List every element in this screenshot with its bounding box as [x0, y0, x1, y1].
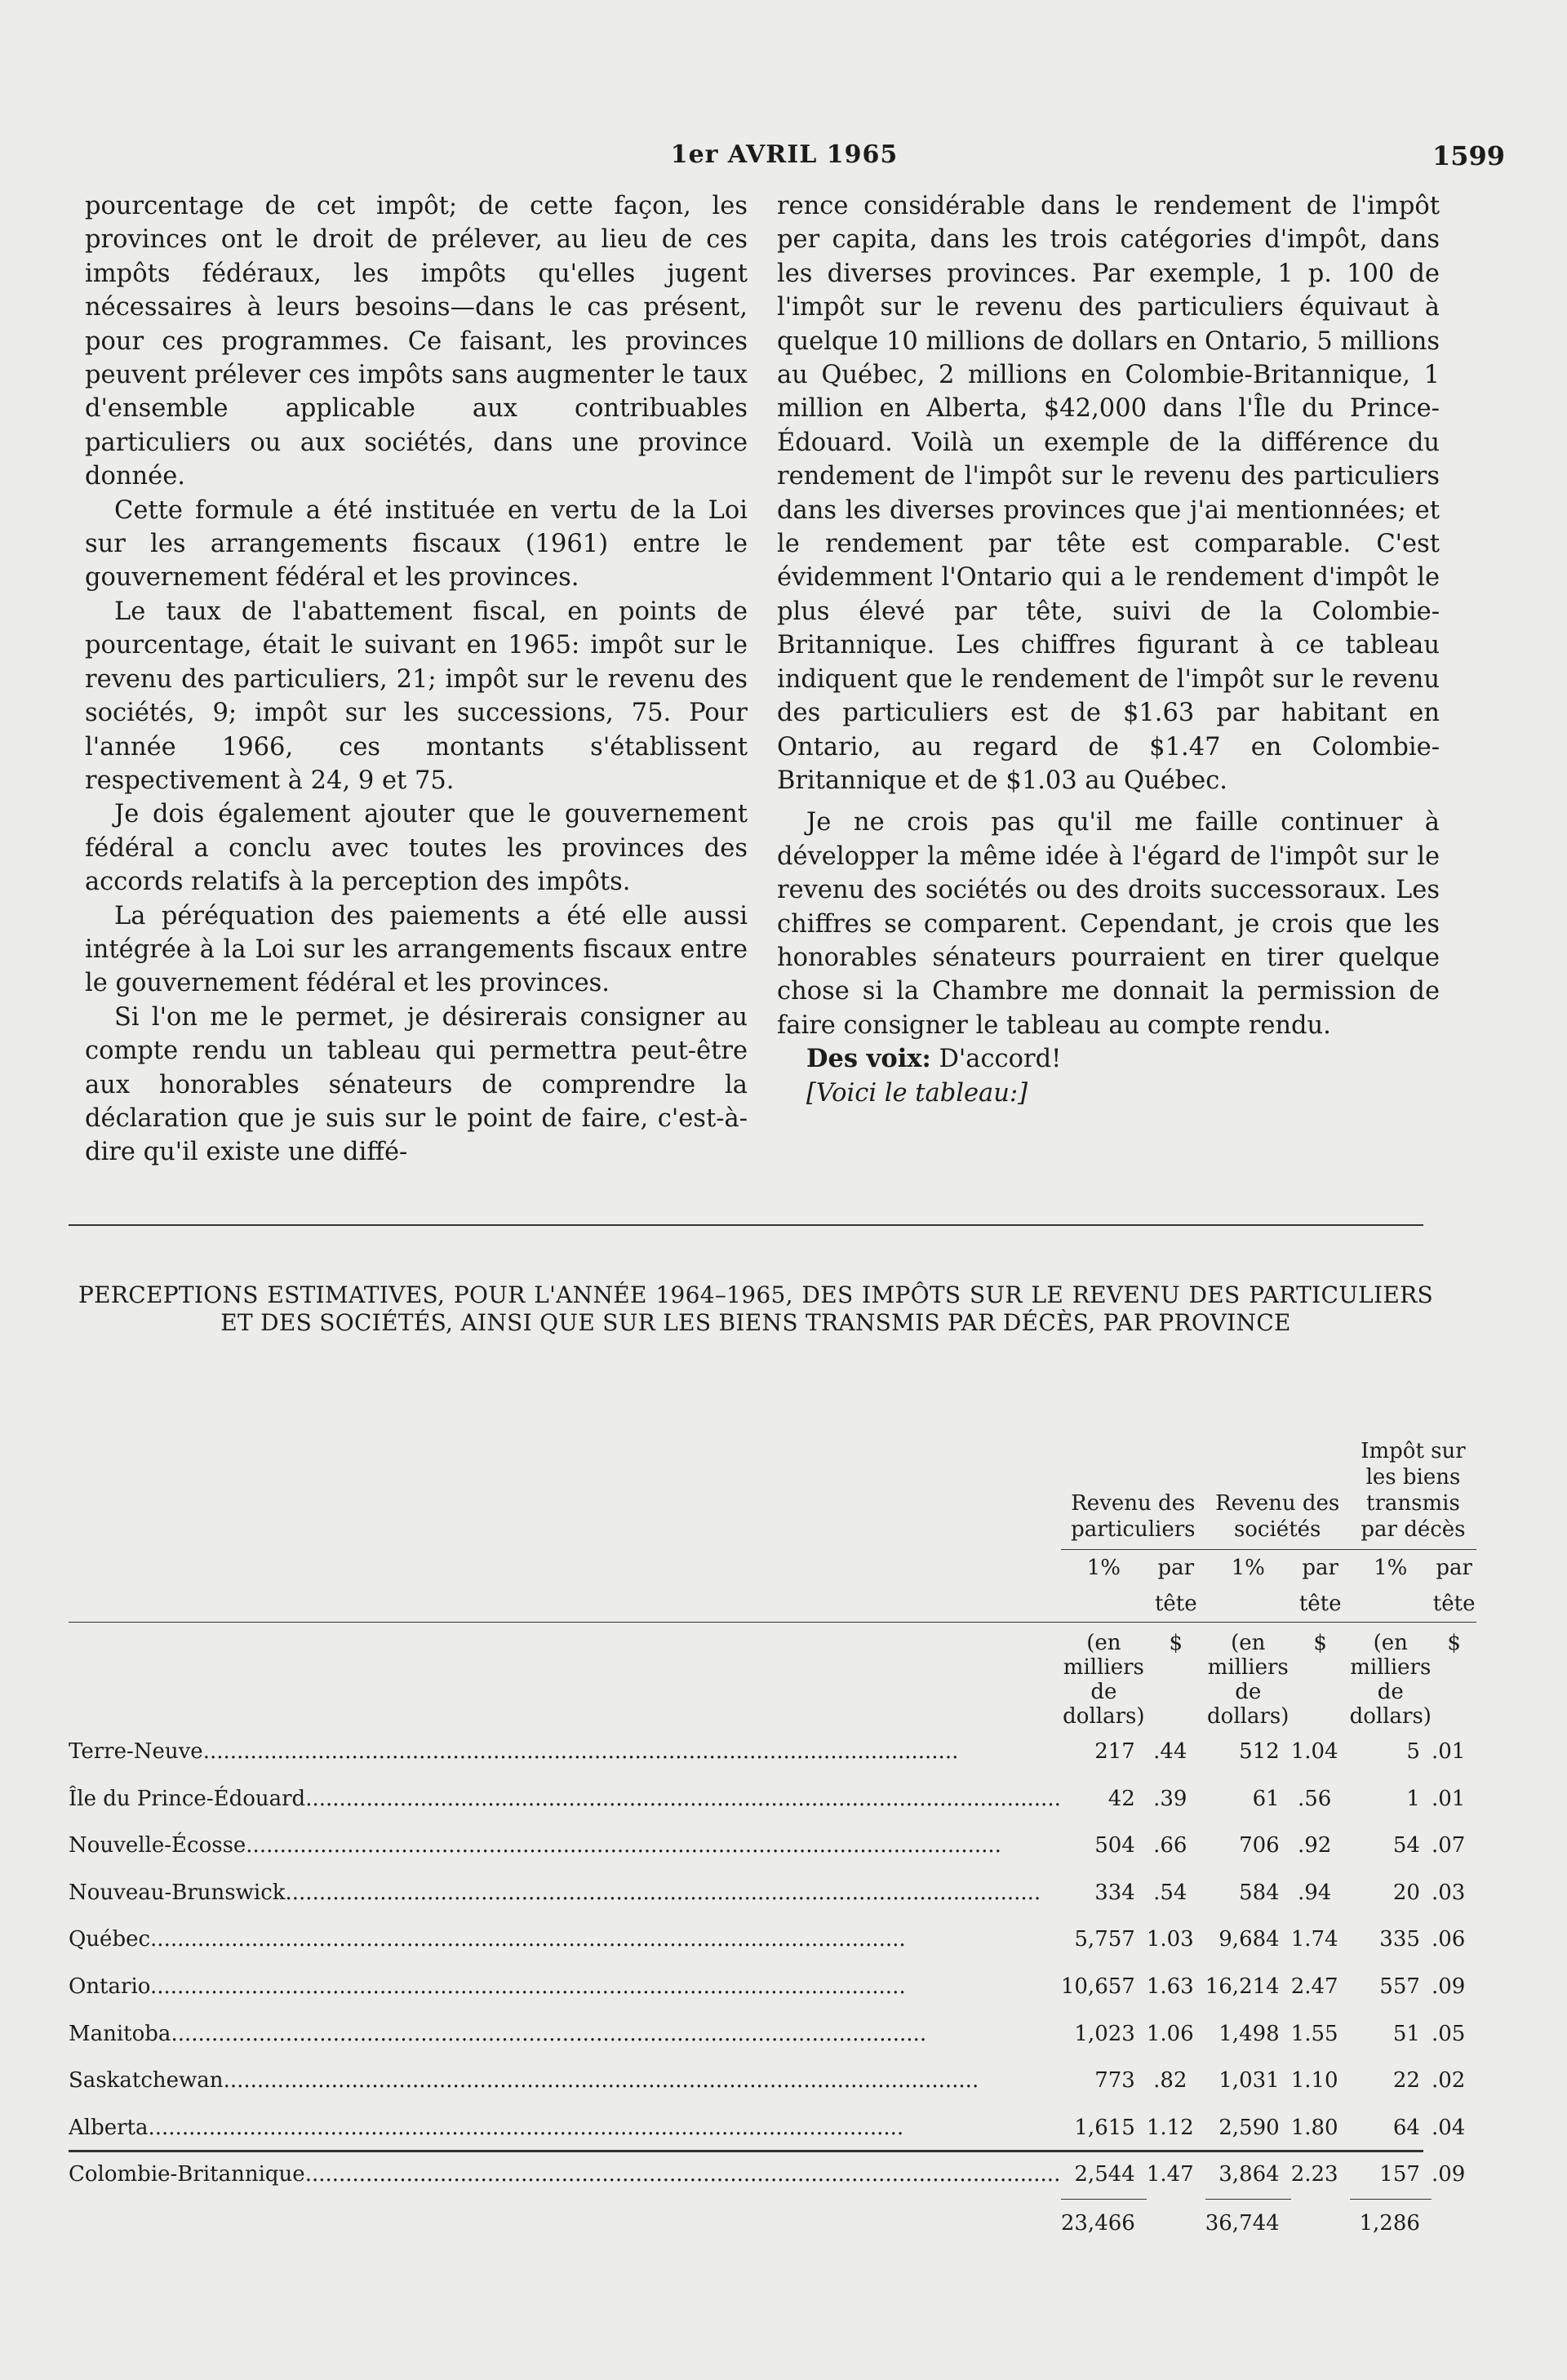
table-cell: .01: [1431, 1739, 1466, 1764]
total-cell: 1,286: [1350, 2199, 1432, 2247]
aside-note: [777, 1077, 1440, 1110]
paragraph: Cette formule a été instituée en vertu de la Loi sur les arrangements fiscaux (1961) entre le gouvernement fédéral et les provinces.: [85, 495, 748, 593]
right-column: [777, 189, 1440, 1170]
group-header: Revenu des sociétés: [1205, 1438, 1350, 1550]
table-cell: 5,757: [1074, 1927, 1135, 1952]
leader-dots: [286, 1880, 1041, 1905]
table-row: [69, 1729, 1476, 1776]
table-row: [69, 2011, 1476, 2058]
province-label: Ontario: [69, 1974, 150, 1999]
table-cell: 1.63: [1146, 1974, 1194, 1999]
unit-label: $: [1432, 1623, 1476, 1729]
table-cell: .92: [1297, 1833, 1332, 1858]
col-header: par tête: [1432, 1556, 1476, 1616]
table-cell: 1.04: [1290, 1739, 1338, 1764]
table-row: [69, 1964, 1476, 2011]
col-header: 1%: [1086, 1556, 1121, 1580]
table-cell: 9,684: [1219, 1927, 1280, 1952]
table-cell: .09: [1431, 1974, 1466, 1999]
leader-dots: [246, 1833, 1001, 1858]
province-name: [69, 1823, 1061, 1870]
table-cell: 51: [1392, 2021, 1420, 2046]
table-cell: 1,615: [1074, 2115, 1135, 2140]
table-cell: 10,657: [1060, 1974, 1135, 1999]
paragraph: Je dois également ajouter que le gouvernement fédéral a conclu avec toutes les provinces des accords relatifs à la perception des impôts.: [85, 800, 748, 897]
leader-dots: [305, 2162, 1061, 2187]
table-cell: .01: [1431, 1786, 1466, 1811]
table-cell: 54: [1392, 1833, 1420, 1858]
table-cell: .04: [1431, 2115, 1466, 2140]
col-header: par tête: [1154, 1556, 1197, 1616]
table-cell: 1: [1406, 1786, 1420, 1811]
table-cell: 557: [1379, 1974, 1420, 1999]
group-header: Revenu des particuliers: [1061, 1438, 1205, 1550]
table-cell: 217: [1094, 1739, 1135, 1764]
unit-label: $: [1147, 1623, 1205, 1729]
table-cell: .82: [1153, 2068, 1187, 2094]
table-cell: 16,214: [1205, 1974, 1280, 1999]
table-cell: 3,864: [1219, 2162, 1280, 2187]
province-label: Terre-Neuve: [69, 1739, 203, 1764]
group-header: Impôt sur les biens transmis par décès: [1350, 1438, 1477, 1550]
province-label: Colombie-Britannique: [69, 2162, 305, 2187]
province-label: Île du Prince-Édouard: [69, 1786, 306, 1811]
table-cell: 157: [1379, 2162, 1420, 2187]
table-cell: 1.47: [1146, 2162, 1194, 2187]
table-cell: 1.03: [1146, 1927, 1194, 1952]
left-column: [85, 189, 748, 1170]
province-name: [69, 2105, 1061, 2152]
voices-line: [777, 1042, 1440, 1076]
table-cell: .39: [1153, 1786, 1187, 1811]
province-label: Alberta: [69, 2115, 149, 2140]
table-cell: 334: [1094, 1880, 1135, 1905]
table-cell: 706: [1239, 1833, 1280, 1858]
leader-dots: [305, 1787, 1061, 1811]
table-cell: .05: [1431, 2021, 1466, 2046]
unit-label: (en milliers de dollars): [1350, 1623, 1432, 1729]
table-cell: 64: [1392, 2115, 1420, 2140]
province-label: Québec: [69, 1927, 151, 1952]
table-row: [69, 2105, 1476, 2152]
total-cell: 23,466: [1061, 2199, 1147, 2247]
table-row: [69, 2151, 1476, 2199]
tax-table: [69, 1438, 1476, 2247]
table-cell: 1,023: [1074, 2021, 1135, 2046]
table-row: [69, 1823, 1476, 1870]
table-cell: .44: [1153, 1739, 1187, 1764]
table-cell: 1.06: [1146, 2021, 1194, 2046]
table-row: [69, 1916, 1476, 1964]
paragraph: La péréquation des paiements a été elle aussi intégrée à la Loi sur les arrangements fiscaux entre le gouvernement fédéral et les provinces.: [85, 901, 748, 998]
table-cell: 5: [1406, 1739, 1420, 1764]
table-cell: 504: [1094, 1833, 1135, 1858]
table-cell: 2.23: [1290, 2162, 1338, 2187]
page-header: [78, 140, 1505, 181]
table-row: [69, 2058, 1476, 2105]
table-units: [69, 1623, 1476, 1729]
table-title: PERCEPTIONS ESTIMATIVES, POUR L'ANNÉE 1964–1965, DES IMPÔTS SUR LE REVENU DES PARTICULIERS ET DES SOCIÉTÉS, AINSI QUE SUR LES BIENS TRANSMIS PAR DÉCÈS, PAR PROVINCE: [78, 1281, 1433, 1336]
table-top-rule: [69, 1224, 1423, 1226]
table-cell: 42: [1108, 1786, 1135, 1811]
page-date: 1er AVRIL 1965: [670, 140, 899, 169]
table-cell: .06: [1431, 1927, 1466, 1952]
table-cell: 1.10: [1290, 2068, 1338, 2094]
table-group-header: [69, 1438, 1476, 1550]
table-cell: 1.55: [1290, 2021, 1338, 2046]
province-name: [69, 1870, 1061, 1917]
leader-dots: [171, 2022, 926, 2046]
table-cell: 22: [1392, 2068, 1420, 2094]
leader-dots: [203, 1739, 959, 1764]
province-label: Nouvelle-Écosse: [69, 1833, 246, 1858]
province-name: [69, 2151, 1061, 2199]
unit-label: (en milliers de dollars): [1205, 1623, 1291, 1729]
table-cell: 1,031: [1219, 2068, 1280, 2094]
paragraph: Si l'on me le permet, je désirerais consigner au compte rendu un tableau qui permettra peut-être aux honorables sénateurs de comprendre la déclaration que je suis sur le point de faire, c'est-à-dire qu'il existe une diffé-: [85, 1002, 748, 1167]
province-name: [69, 1729, 1061, 1776]
table-cell: 1.80: [1290, 2115, 1338, 2140]
table-cell: .09: [1431, 2162, 1466, 2187]
table-cell: 2,590: [1219, 2115, 1280, 2140]
table-cell: .54: [1153, 1880, 1187, 1905]
col-header: par tête: [1298, 1556, 1342, 1616]
table-row: [69, 1870, 1476, 1917]
table-cell: 512: [1239, 1739, 1280, 1764]
leader-dots: [224, 2068, 979, 2093]
province-name: [69, 1776, 1061, 1823]
table-cell: .94: [1297, 1880, 1332, 1905]
col-header: 1%: [1231, 1556, 1265, 1580]
paragraph: rence considérable dans le rendement de l'impôt per capita, dans les trois catégories d'impôt, dans les diverses provinces. Par exemple, 1 p. 100 de l'impôt sur le revenu des particuliers équivaut à quelque 10 millions de dollars en Ontario, 5 millions au Québec, 2 millions en Colombie-Britannique, 1 million en Alberta, $42,000 dans l'Île du Prince-Édouard. Voilà un exemple de la différence du rendement de l'impôt sur le revenu des particuliers dans les diverses provinces que j'ai mentionnées; et le rendement par tête est comparable. C'est évidemment l'Ontario qui a le rendement d'impôt le plus élevé par tête, suivi de la Colombie-Britannique. Les chiffres figurant à ce tableau indiquent que le rendement de l'impôt sur le revenu des particuliers est de $1.63 par habitant en Ontario, au regard de $1.47 en Colombie-Britannique et de $1.03 au Québec.: [777, 192, 1440, 795]
total-cell: 36,744: [1205, 2199, 1291, 2247]
province-name: [69, 2058, 1061, 2105]
table-cell: .02: [1431, 2068, 1466, 2094]
table-cell: .56: [1297, 1786, 1332, 1811]
table-cell: 1.12: [1146, 2115, 1194, 2140]
aside-text: [Voici le tableau:]: [806, 1078, 1028, 1108]
paragraph: Le taux de l'abattement fiscal, en points de pourcentage, était le suivant en 1965: impôt sur le revenu des particuliers, 21; impôt sur le revenu des sociétés, 9; impôt sur les successions, 75. Pour l'année 1966, ces montants s'établissent respectivement à 24, 9 et 75.: [85, 597, 748, 795]
table-cell: 20: [1392, 1880, 1420, 1905]
table-cell: 584: [1239, 1880, 1280, 1905]
paragraph: Je ne crois pas qu'il me faille continuer à développer la même idée à l'égard de l'impôt sur le revenu des sociétés ou des droits successoraux. Les chiffres se comparent. Cependant, je crois que les honorables sénateurs pourraient en tirer quelque chose si la Chambre me donnait la permission de faire consigner le tableau au compte rendu.: [777, 808, 1440, 1040]
table-cell: 1.74: [1290, 1927, 1338, 1952]
table-cell: 2.47: [1290, 1974, 1338, 1999]
col-header: 1%: [1374, 1556, 1408, 1580]
leader-dots: [150, 1974, 906, 1999]
text-columns: [85, 189, 1440, 1170]
table-row: [69, 1776, 1476, 1823]
province-label: Manitoba: [69, 2021, 171, 2046]
province-label: Nouveau-Brunswick: [69, 1880, 286, 1905]
table-totals: [69, 2199, 1476, 2247]
unit-label: $: [1291, 1623, 1350, 1729]
table-cell: .66: [1153, 1833, 1187, 1858]
voices-speaker: Des voix:: [806, 1044, 931, 1074]
table-sub-header: [69, 1550, 1476, 1623]
table-bottom-rule: [69, 2150, 1423, 2152]
table-cell: 2,544: [1074, 2162, 1135, 2187]
province-name: [69, 2011, 1061, 2058]
paragraph: pourcentage de cet impôt; de cette façon, les provinces ont le droit de prélever, au lieu de ces impôts fédéraux, les impôts qu'elles jugent nécessaires à leurs besoins—dans le cas présent, pour ces programmes. Ce faisant, les provinces peuvent prélever ces impôts sans augmenter le taux d'ensemble applicable aux contribuables particuliers ou aux sociétés, dans une province donnée.: [85, 192, 748, 491]
leader-dots: [149, 2116, 904, 2140]
unit-label: (en milliers de dollars): [1061, 1623, 1147, 1729]
table-cell: 61: [1252, 1786, 1280, 1811]
page-number: 1599: [1432, 140, 1505, 171]
table-cell: 1,498: [1219, 2021, 1280, 2046]
table-cell: .03: [1431, 1880, 1466, 1905]
province-name: [69, 1964, 1061, 2011]
province-name: [69, 1916, 1061, 1964]
table-cell: 773: [1094, 2068, 1135, 2094]
table-cell: .07: [1431, 1833, 1466, 1858]
leader-dots: [150, 1927, 906, 1952]
voices-text: D'accord!: [939, 1045, 1062, 1074]
table-cell: 335: [1379, 1927, 1420, 1952]
province-label: Saskatchewan: [69, 2068, 224, 2094]
